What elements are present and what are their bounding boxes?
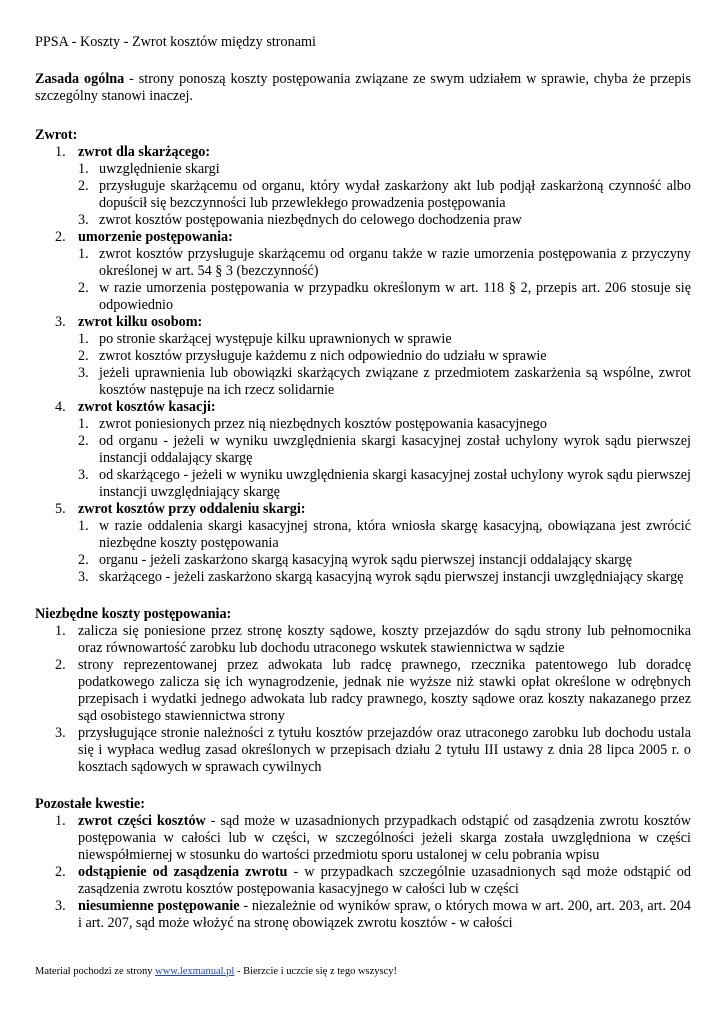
list-item <box>35 725 691 776</box>
list-item <box>35 657 691 725</box>
sub-item-number: 3. <box>78 569 89 585</box>
section-zwrot <box>35 127 691 586</box>
footer-suffix: - Bierzcie i uczcie się z tego wszyscy! <box>234 966 398 977</box>
list-item <box>35 314 691 399</box>
sub-item-number: 3. <box>78 467 89 483</box>
item-text: przysługujące stronie należności z tytułu kosztów przejazdów oraz utraconego zarobku lub dochodu ustala się i wypłaca według zasad określonych w przepisach działu 2 tytułu III ustawy z dnia 28 lipca 2005 r. o kosztach sądowych w sprawach cywilnych <box>78 725 691 775</box>
sub-item-number: 1. <box>78 331 89 347</box>
sub-list-item <box>78 552 691 569</box>
sub-list-item <box>78 467 691 501</box>
section-heading: Niezbędne koszty postępowania: <box>35 606 232 622</box>
sub-list-item <box>78 518 691 552</box>
sub-item-text: uwzględnienie skargi <box>99 161 220 177</box>
sub-list-item <box>78 331 691 348</box>
item-label: umorzenie postępowania: <box>78 229 233 245</box>
sub-list-item <box>78 416 691 433</box>
sub-item-number: 2. <box>78 433 89 449</box>
item-text: - niezależnie od wyników spraw, o których mowa w art. 200, art. 203, art. 204 i art. 207, sąd może włożyć na stronę obowiązek zwrotu kosztów - w całości <box>78 898 691 931</box>
item-number: 1. <box>55 144 66 160</box>
list-item <box>35 144 691 229</box>
sub-item-number: 1. <box>78 161 89 177</box>
intro-paragraph <box>35 71 691 105</box>
sub-list-item <box>78 280 691 314</box>
sub-item-number: 1. <box>78 246 89 262</box>
list-item <box>35 898 691 932</box>
sub-item-number: 2. <box>78 348 89 364</box>
sub-list-item <box>78 246 691 280</box>
sub-item-text: po stronie skarżącej występuje kilku uprawnionych w sprawie <box>99 331 452 347</box>
item-label: zwrot dla skarżącego: <box>78 144 211 160</box>
document-page <box>35 34 691 952</box>
list-item <box>35 399 691 501</box>
footer-prefix: Materiał pochodzi ze strony <box>35 966 156 977</box>
sub-item-number: 3. <box>78 212 89 228</box>
sub-list-item <box>78 433 691 467</box>
section-pozostale <box>35 796 691 932</box>
sub-list-item <box>78 178 691 212</box>
sub-list-item <box>78 348 691 365</box>
section-heading: Pozostałe kwestie: <box>35 796 145 812</box>
item-label: odstąpienie od zasądzenia zwrotu <box>78 864 288 880</box>
item-number: 2. <box>55 657 66 673</box>
item-number: 3. <box>55 314 66 330</box>
section-heading: Zwrot: <box>35 127 78 143</box>
list-item <box>35 864 691 898</box>
section-niezbedne <box>35 606 691 776</box>
item-number: 2. <box>55 229 66 245</box>
item-label: zwrot kosztów przy oddaleniu skargi: <box>78 501 306 517</box>
sub-item-number: 2. <box>78 280 89 296</box>
sub-item-number: 2. <box>78 552 89 568</box>
footer-link[interactable]: www.lexmanual.pl <box>155 966 235 977</box>
sub-item-text: jeżeli uprawnienia lub obowiązki skarżących związane z przedmiotem zaskarżenia są wspólne, zwrot kosztów następuje na ich rzecz solidarnie <box>99 365 691 398</box>
item-text: - sąd może w uzasadnionych przypadkach odstąpić od zasądzenia zwrotu kosztów postępowania w całości lub w części, w szczególności jeżeli skarga została uwzględniona w części niewspółmiernej w stosunku do wartości przedmiotu sporu ustalonej w celu pobrania wpisu <box>78 813 691 863</box>
sub-item-text: organu - jeżeli zaskarżono skargą kasacyjną wyrok sądu pierwszej instancji oddalający skargę <box>99 552 633 568</box>
sub-item-text: zwrot kosztów przysługuje skarżącemu od organu także w razie umorzenia postępowania z przyczyny określonej w art. 54 § 3 (bezczynność) <box>99 246 691 279</box>
item-number: 3. <box>55 725 66 741</box>
sub-item-text: przysługuje skarżącemu od organu, który wydał zaskarżony akt lub podjął zaskarżoną czynność albo dopuścił się bezczynności lub przewlekłego prowadzenia postępowania <box>99 178 691 211</box>
document-title: PPSA - Koszty - Zwrot kosztów między stronami <box>35 34 316 50</box>
item-label: zwrot kosztów kasacji: <box>78 399 216 415</box>
sub-list-item <box>78 365 691 399</box>
sub-list-item <box>78 212 691 229</box>
item-number: 1. <box>55 813 66 829</box>
sub-item-text: od organu - jeżeli w wyniku uwzględnienia skargi kasacyjnej został uchylony wyrok sądu pierwszej instancji oddalający skargę <box>99 433 691 466</box>
sub-list <box>78 416 691 501</box>
item-number: 2. <box>55 864 66 880</box>
sub-list <box>78 518 691 586</box>
intro-term: Zasada ogólna <box>35 71 125 87</box>
sub-item-text: zwrot kosztów przysługuje każdemu z nich odpowiednio do udziału w sprawie <box>99 348 547 364</box>
sub-item-text: w razie oddalenia skargi kasacyjnej strona, która wniosła skargę kasacyjną, obowiązana jest zwrócić niezbędne koszty postępowania <box>99 518 691 551</box>
sub-list-item <box>78 569 691 586</box>
intro-text: - strony ponoszą koszty postępowania związane ze swym udziałem w sprawie, chyba że przepis szczególny stanowi inaczej. <box>35 71 691 104</box>
sub-item-text: skarżącego - jeżeli zaskarżono skargą kasacyjną wyrok sądu pierwszej instancji uwzględniający skargę <box>99 569 684 585</box>
item-number: 3. <box>55 898 66 914</box>
item-label: zwrot części kosztów <box>78 813 206 829</box>
list-item <box>35 623 691 657</box>
list-item <box>35 501 691 586</box>
sub-list <box>78 331 691 399</box>
sub-item-text: od skarżącego - jeżeli w wyniku uwzględnienia skargi kasacyjnej został uchylony wyrok sądu pierwszej instancji uwzględniający skargę <box>99 467 691 500</box>
item-number: 5. <box>55 501 66 517</box>
sub-list <box>78 161 691 229</box>
niezbedne-list <box>35 623 691 776</box>
sub-list <box>78 246 691 314</box>
zwrot-list <box>35 144 691 586</box>
item-label: zwrot kilku osobom: <box>78 314 203 330</box>
page-footer <box>35 966 397 978</box>
item-text: strony reprezentowanej przez adwokata lub radcę prawnego, rzecznika patentowego lub doradcę podatkowego zalicza się ich wynagrodzenie, jednak nie wyższe niż stawki opłat określone w odrębnych przepisach i wydatki jednego adwokata lub radcy prawnego, koszty sądowe oraz koszty nakazanego przez sąd osobistego stawiennictwa strony <box>78 657 691 724</box>
sub-item-text: zwrot kosztów postępowania niezbędnych do celowego dochodzenia praw <box>99 212 522 228</box>
sub-item-number: 2. <box>78 178 89 194</box>
item-label: niesumienne postępowanie <box>78 898 240 914</box>
sub-item-number: 1. <box>78 416 89 432</box>
item-text: zalicza się poniesione przez stronę koszty sądowe, koszty przejazdów do sądu strony lub pełnomocnika oraz równowartość zarobku lub dochodu utraconego wskutek stawiennictwa w sądzie <box>78 623 691 656</box>
item-number: 4. <box>55 399 66 415</box>
list-item <box>35 813 691 864</box>
sub-item-text: zwrot poniesionych przez nią niezbędnych kosztów postępowania kasacyjnego <box>99 416 547 432</box>
sub-item-number: 1. <box>78 518 89 534</box>
pozostale-list <box>35 813 691 932</box>
item-number: 1. <box>55 623 66 639</box>
sub-item-number: 3. <box>78 365 89 381</box>
sub-list-item <box>78 161 691 178</box>
sub-item-text: w razie umorzenia postępowania w przypadku określonym w art. 118 § 2, przepis art. 206 stosuje się odpowiednio <box>99 280 691 313</box>
item-text: - w przypadkach szczególnie uzasadnionych sąd może odstąpić od zasądzenia zwrotu kosztów postępowania kasacyjnego w całości lub w części <box>78 864 691 897</box>
list-item <box>35 229 691 314</box>
